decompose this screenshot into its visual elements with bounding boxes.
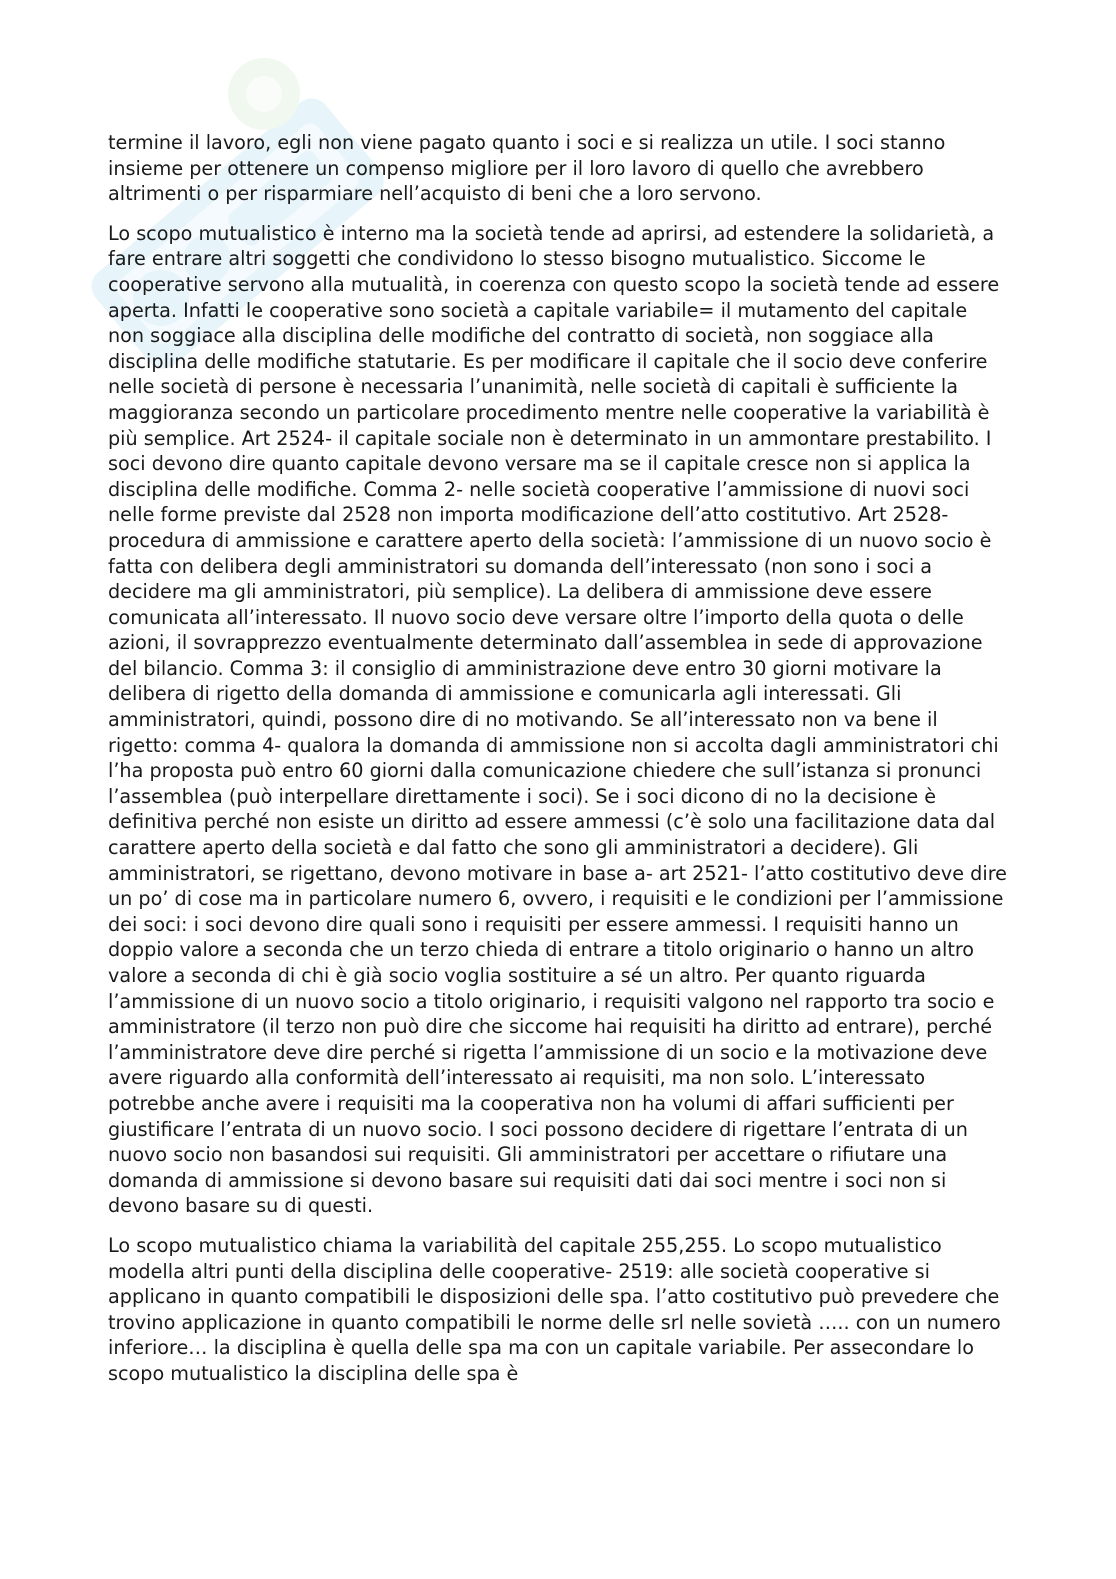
- paragraph-3: Lo scopo mutualistico chiama la variabilità del capitale 255,255. Lo scopo mutualistico modella altri punti della disciplina delle cooperative- 2519: alle società cooperative si applicano in quanto compatibili le disposizioni delle spa. l’atto costitutivo può prevedere che trovino applicazione in quanto compatibili le norme delle srl nelle sovietà ….. con un numero inferiore… la disciplina è quella delle spa ma con un capitale variabile. Per assecondare lo scopo mutualistico la disciplina delle spa è: [108, 1233, 1001, 1385]
- document-body: [108, 130, 1008, 1401]
- paragraph-1: termine il lavoro, egli non viene pagato quanto i soci e si realizza un utile. I soci stanno insieme per ottenere un compenso migliore per il loro lavoro di quello che avrebbero altrimenti o per risparmiare nell’acquisto di beni che a loro servono.: [108, 131, 946, 206]
- paragraph-2: Lo scopo mutualistico è interno ma la società tende ad aprirsi, ad estendere la solidarietà, a fare entrare altri soggetti che condividono lo stesso bisogno mutualistico. Siccome le cooperative servono alla mutualità, in coerenza con questo scopo la società tende ad essere aperta. Infatti le cooperative sono società a capitale variabile= il mutamento del capitale non soggiace alla disciplina delle modifiche del contratto di società, non soggiace alla disciplina delle modifiche statutarie. Es per modificare il capitale che il socio deve conferire nelle società di persone è necessaria l’unanimità, nelle società di capitali è sufficiente la maggioranza secondo un particolare procedimento mentre nelle cooperative la variabilità è più semplice. Art 2524- il capitale sociale non è determinato in un ammontare prestabilito. I soci devono dire quanto capitale devono versare ma se il capitale cresce non si applica la disciplina delle modifiche. Comma 2- nelle società cooperative l’ammissione di nuovi soci nelle forme previste dal 2528 non importa modificazione dell’atto costitutivo. Art 2528- procedura di ammissione e carattere aperto della società: l’ammissione di un nuovo socio è fatta con delibera degli amministratori su domanda dell’interessato (non sono i soci a decidere ma gli amministratori, più semplice). La delibera di ammissione deve essere comunicata all’interessato. Il nuovo socio deve versare oltre l’importo della quota o delle azioni, il sovrapprezzo eventualmente determinato dall’assemblea in sede di approvazione del bilancio. Comma 3: il consiglio di amministrazione deve entro 30 giorni motivare la delibera di rigetto della domanda di ammissione e comunicarla agli interessati. Gli amministratori, quindi, possono dire di no motivando. Se all’interessato non va bene il rigetto: comma 4- qualora la domanda di ammissione non si accolta dagli amministratori chi l’ha proposta può entro 60 giorni dalla comunicazione chiedere che sull’istanza si pronunci l’assemblea (può interpellare direttamente i soci). Se i soci dicono di no la decisione è definitiva perché non esiste un diritto ad essere ammessi (c’è solo una facilitazione data dal carattere aperto della società e dal fatto che sono gli amministratori a decidere). Gli amministratori, se rigettano, devono motivare in base a- art 2521- l’atto costitutivo deve dire un po’ di cose ma in particolare numero 6, ovvero, i requisiti e le condizioni per l’ammissione dei soci: i soci devono dire quali sono i requisiti per essere ammessi. I requisiti hanno un doppio valore a seconda che un terzo chieda di entrare a titolo originario o hanno un altro valore a seconda di chi è già socio voglia sostituire a sé un altro. Per quanto riguarda l’ammissione di un nuovo socio a titolo originario, i requisiti valgono nel rapporto tra socio e amministratore (il terzo non può dire che siccome hai requisiti ha diritto ad entrare), perché l’amministratore deve dire perché si rigetta l’ammissione di un socio e la motivazione deve avere riguardo alla conformità dell’interessato ai requisiti, ma non solo. L’interessato potrebbe anche avere i requisiti ma la cooperativa non ha volumi di affari sufficienti per giustificare l’entrata di un nuovo socio. I soci possono decidere di rigettare l’entrata di un nuovo socio non basandosi sui requisiti. Gli amministratori per accettare o rifiutare una domanda di ammissione si devono basare sui requisiti dati dai soci mentre i soci non si devono basare su di questi.: [108, 221, 1007, 1218]
